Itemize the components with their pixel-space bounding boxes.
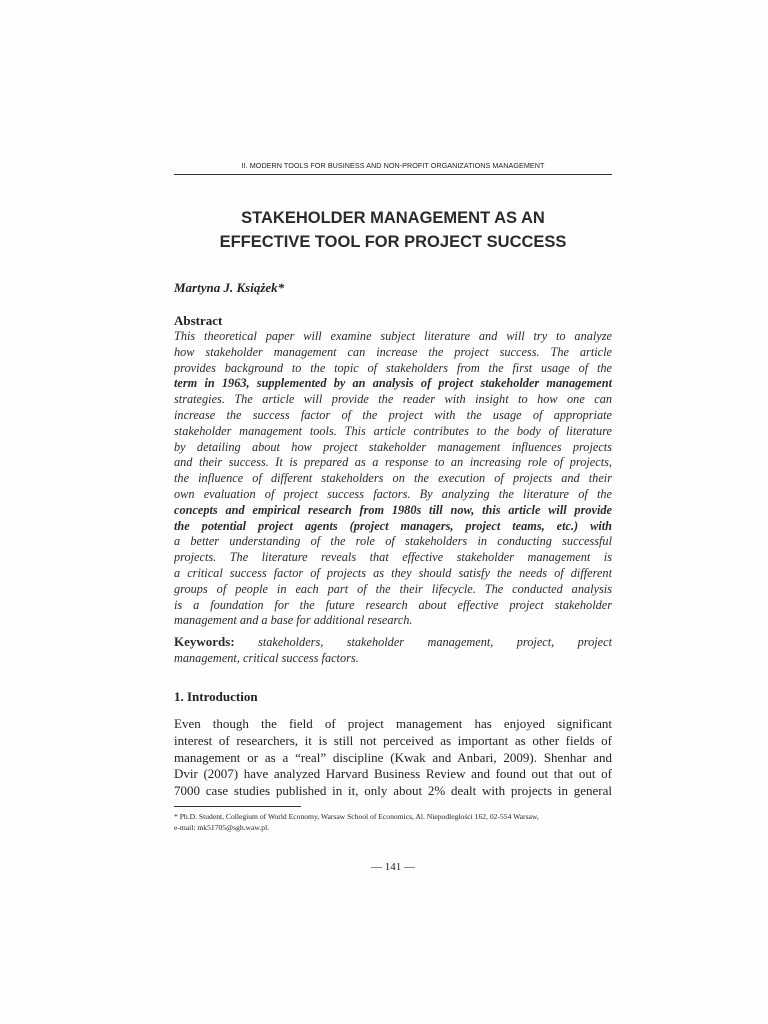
- keywords: [174, 634, 612, 666]
- abstract-line: term in 1963, supplemented by an analysis of project stakeholder management: [174, 376, 612, 391]
- abstract-line: own evaluation of project success factors. By analyzing the literature of the: [174, 486, 612, 501]
- abstract-line: stakeholder management tools. This article contributes to the body of literature: [174, 423, 612, 438]
- section-heading-introduction: 1. Introduction: [174, 689, 258, 704]
- abstract-line: the influence of different stakeholders on the execution of projects and their: [174, 471, 612, 486]
- footnote-line-1: * Ph.D. Student, Collegium of World Economy, Warsaw School of Economics, Al. Niepodległości 162, 02-554 Warsaw,: [174, 812, 539, 821]
- footnote-line-2: e-mail: mk51705@sgh.waw.pl.: [174, 823, 270, 832]
- abstract-line: how stakeholder management can increase the project success. The article: [174, 344, 612, 359]
- page-number: — 141 —: [371, 861, 415, 873]
- running-head: II. MODERN TOOLS FOR BUSINESS AND NON-PROFIT ORGANIZATIONS MANAGEMENT: [241, 161, 545, 170]
- footnote: [174, 811, 612, 833]
- abstract-line: the potential project agents (project managers, project teams, etc.) with: [174, 518, 612, 533]
- abstract-line: increase the success factor of the project with the usage of appropriate: [174, 407, 612, 422]
- abstract-body: [174, 329, 612, 629]
- keywords-line-2: management, critical success factors.: [174, 651, 359, 665]
- author-name: Martyna J. Książek*: [174, 280, 285, 295]
- introduction-line: management or as a “real” discipline (Kwak and Anbari, 2009). Shenhar and: [174, 749, 612, 765]
- abstract-line: strategies. The article will provide the reader with insight to how one can: [174, 392, 612, 407]
- paper-page: [174, 0, 612, 1024]
- title-line-2: EFFECTIVE TOOL FOR PROJECT SUCCESS: [219, 233, 567, 251]
- introduction-line: Even though the field of project management has enjoyed significant: [174, 716, 612, 731]
- header-rule: [174, 174, 612, 175]
- abstract-line: management and a base for additional research.: [174, 613, 413, 628]
- title-line-1: STAKEHOLDER MANAGEMENT AS AN: [241, 209, 545, 227]
- abstract-line: by detailing about how project stakeholder management influences projects: [174, 439, 612, 454]
- abstract-line: This theoretical paper will examine subject literature and will try to analyze: [174, 329, 612, 343]
- keywords-label: Keywords:: [174, 634, 235, 649]
- paper-title: [174, 206, 612, 254]
- abstract-line: provides background to the topic of stakeholders from the first usage of the: [174, 360, 612, 375]
- keywords-line-1: [174, 634, 612, 650]
- keywords-text: stakeholders, stakeholder management, project, project: [258, 635, 612, 649]
- abstract-line: is a foundation for the future research about effective project stakeholder: [174, 597, 612, 612]
- abstract-heading: Abstract: [174, 313, 223, 328]
- introduction-body: [174, 716, 612, 800]
- abstract-line: and their success. It is prepared as a response to an increasing role of projects,: [174, 455, 612, 470]
- abstract-line: projects. The literature reveals that effective stakeholder management is: [174, 550, 612, 565]
- abstract-line: groups of people in each part of the their lifecycle. The conducted analysis: [174, 581, 612, 596]
- introduction-line: interest of researchers, it is still not perceived as important as other fields of: [174, 732, 612, 748]
- abstract-line: concepts and empirical research from 1980s till now, this article will provide: [174, 502, 612, 517]
- footnote-rule: [174, 806, 301, 807]
- introduction-line: Dvir (2007) have analyzed Harvard Business Review and found out that out of: [174, 766, 612, 782]
- introduction-line: 7000 case studies published in it, only about 2% dealt with projects in general: [174, 783, 612, 799]
- abstract-line: a critical success factor of projects as they should satisfy the needs of different: [174, 565, 612, 580]
- abstract-line: a better understanding of the role of stakeholders in conducting successful: [174, 534, 612, 549]
